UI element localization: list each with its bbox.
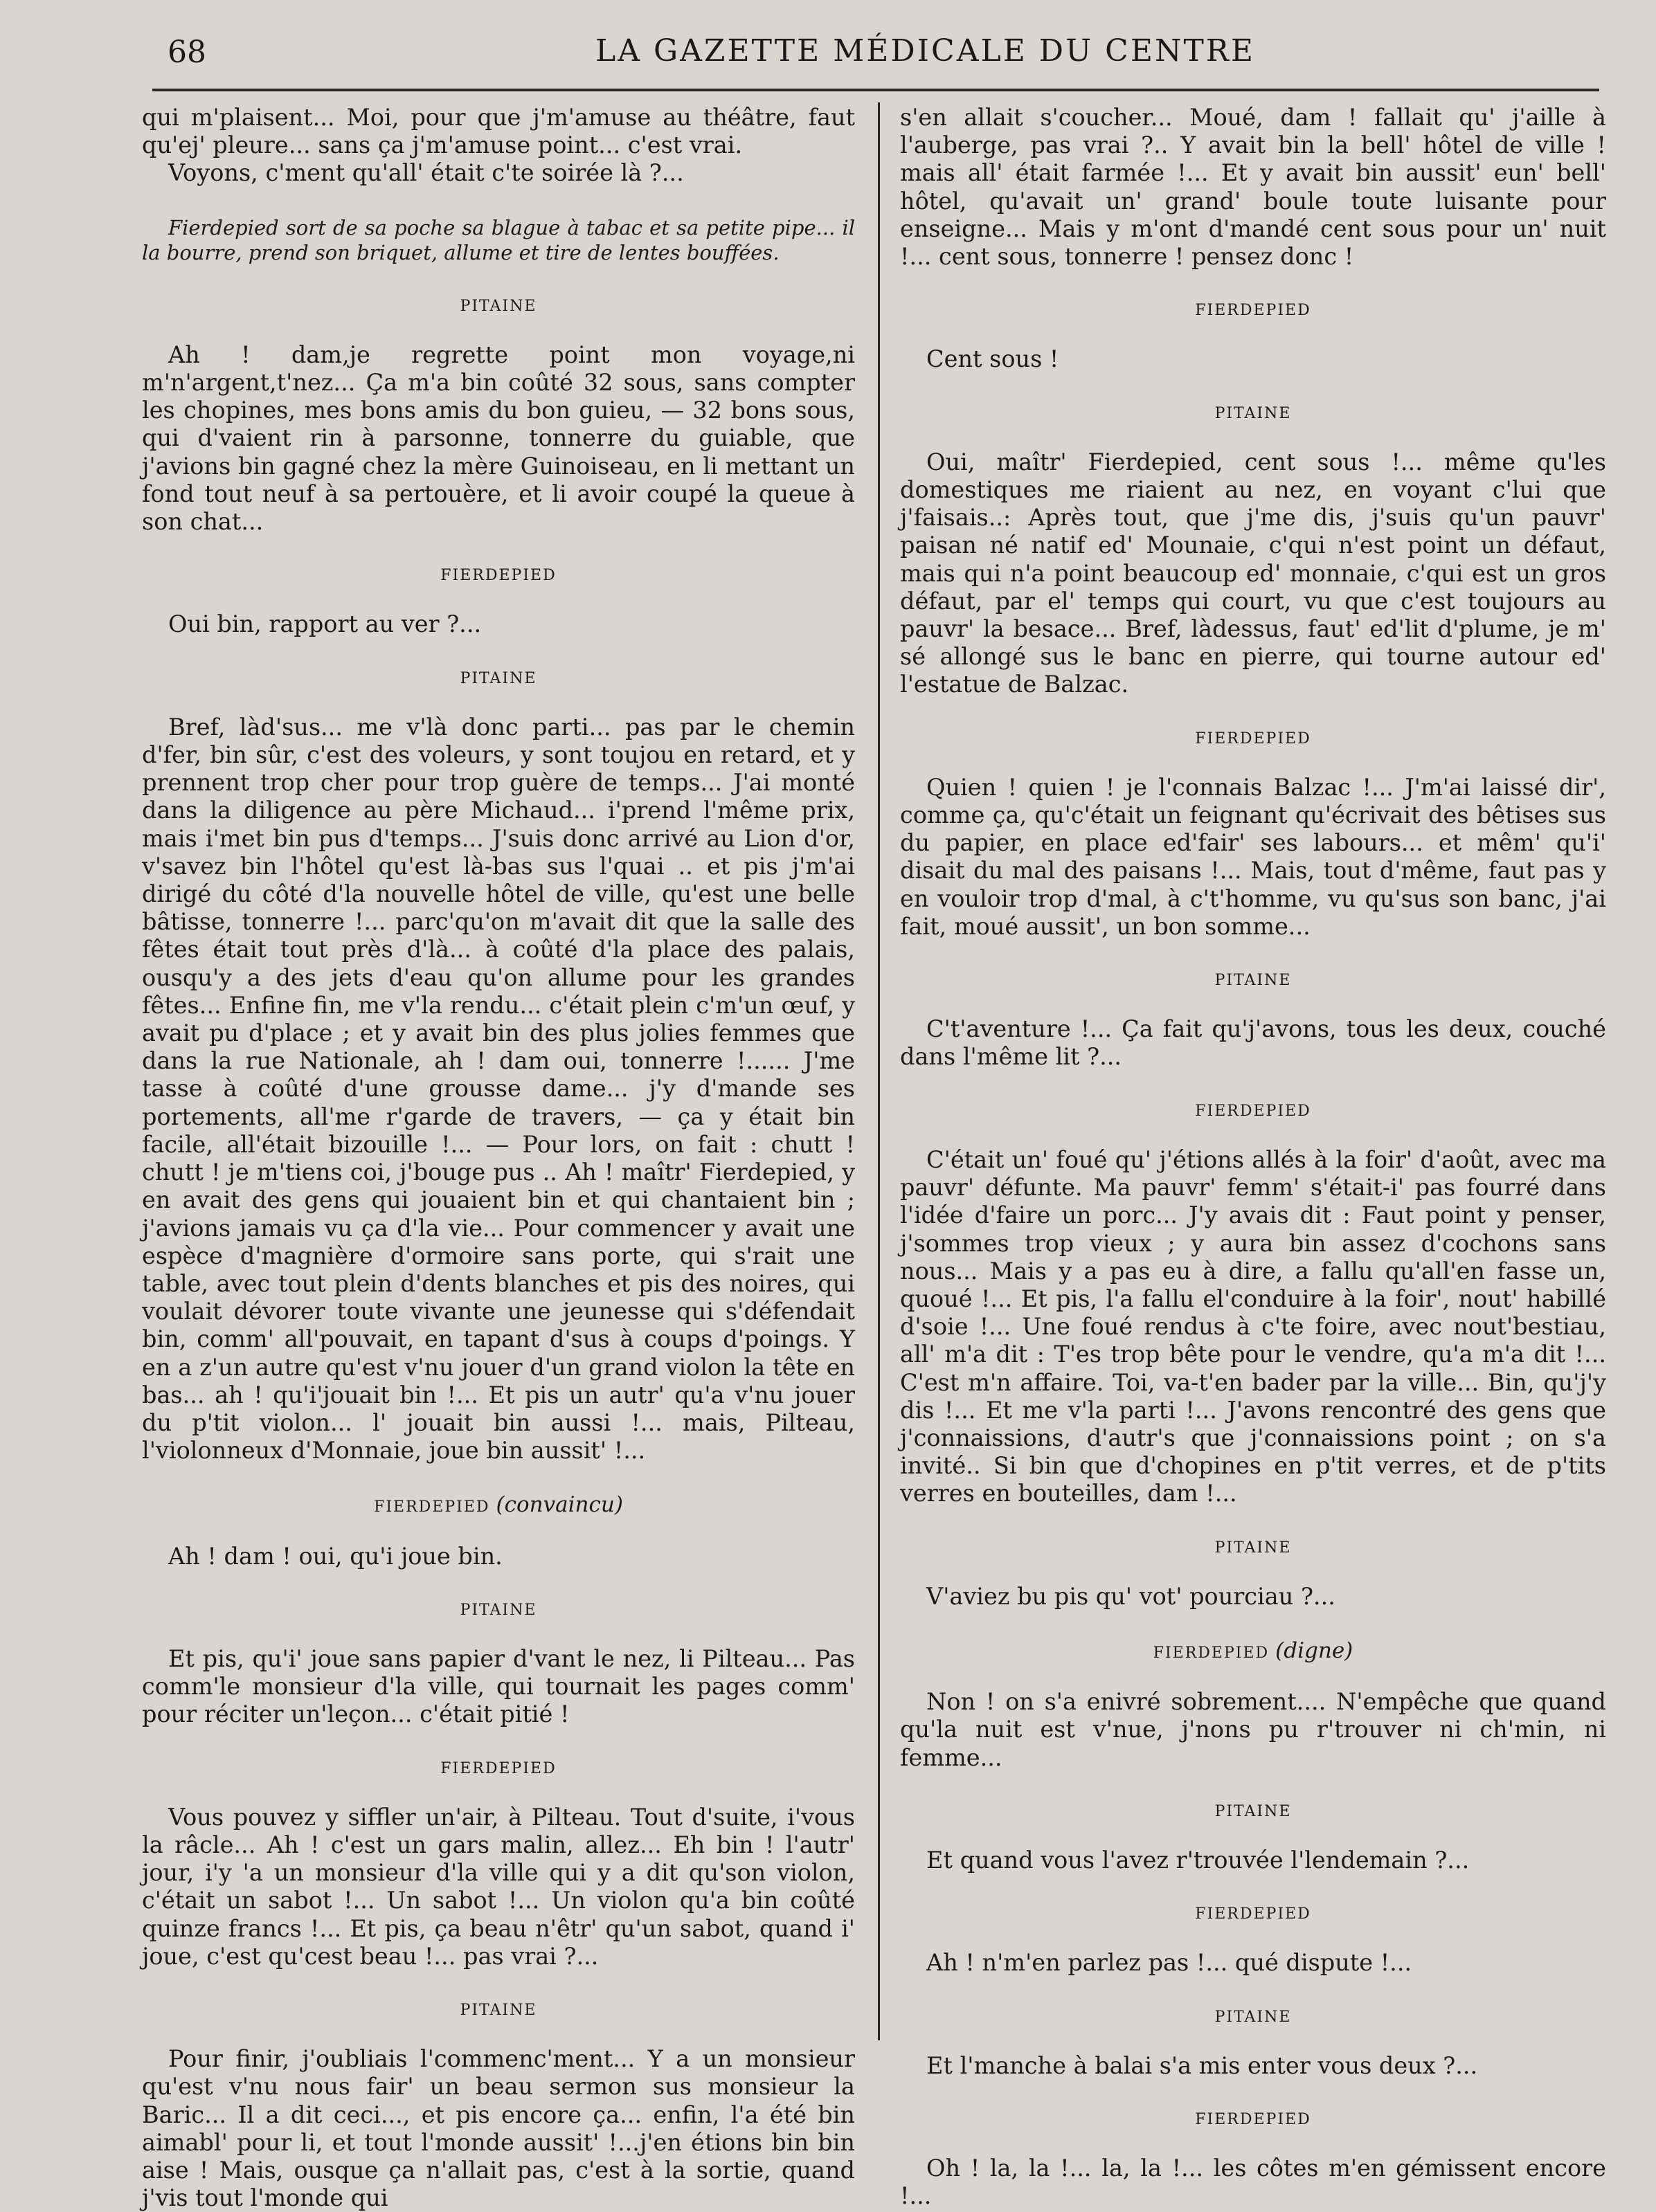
speaker-label: FIERDEPIED bbox=[1195, 1905, 1311, 1923]
speaker-note: (digne) bbox=[1275, 1638, 1353, 1663]
speaker-label: PITAINE bbox=[1214, 1802, 1292, 1820]
dialogue-paragraph: Ah ! dam,je regrette point mon voyage,ni m'n'argent,t'nez... Ça m'a bin coûté 32 sous, sans compter les chopines, mes bons amis du bon guieu, — 32 bons sous, qui d'vaient rin à parsonne, tonnerre du guiable, que j'avions bin gagné chez la mère Guinoiseau, en li mettant un fond tout neuf à sa pertouère, et li avoir coupé la queue à son chat... bbox=[142, 341, 855, 536]
speaker-label: FIERDEPIED bbox=[440, 1759, 557, 1777]
speaker-note: (convaincu) bbox=[496, 1492, 623, 1518]
speaker-label: FIERDEPIED bbox=[1195, 2110, 1311, 2128]
dialogue-paragraph: Et pis, qu'i' joue sans papier d'vant le nez, li Pilteau... Pas comm'le monsieur d'la ville, qui tournait les pages comm' pour réciter un'leçon... c'était pitié ! bbox=[142, 1644, 855, 1728]
speaker-label: PITAINE bbox=[460, 297, 537, 315]
speaker-name: FIERDEPIED bbox=[374, 1498, 490, 1516]
speaker-label: FIERDEPIED bbox=[1195, 1102, 1311, 1120]
speaker-label: FIERDEPIED bbox=[1195, 729, 1311, 747]
speaker-label: PITAINE bbox=[460, 1601, 537, 1619]
dialogue-paragraph: Oui bin, rapport au ver ?... bbox=[168, 610, 482, 638]
column-divider bbox=[878, 102, 880, 2040]
speaker-name: FIERDEPIED bbox=[1153, 1644, 1270, 1662]
dialogue-paragraph: Voyons, c'ment qu'all' était c'te soirée là ?... bbox=[168, 159, 684, 187]
speaker-label: PITAINE bbox=[1214, 1539, 1292, 1557]
dialogue-paragraph: s'en allait s'coucher... Moué, dam ! fallait qu' j'aille à l'auberge, pas vrai ?.. Y avait bin la bell' hôtel de ville ! mais all' était farmée !... Et y avait bin aussit' eun' bell' hôtel, qu'avait un' grand' boule toute luisante pour enseigne... Mais y m'ont d'mandé cent sous pour un' nuit !... cent sous, tonnerre ! pensez donc ! bbox=[900, 104, 1606, 271]
header-rule bbox=[152, 89, 1599, 91]
stage-direction: Fierdepied sort de sa poche sa blague à tabac et sa petite pipe... il la bourre, prend son briquet, allume et tire de lentes bouffées. bbox=[142, 215, 855, 264]
dialogue-paragraph: C'était un' foué qu' j'étions allés à la foir' d'août, avec ma pauvr' défunte. Ma pauvr' femm' s'était-i' pas fourré dans l'idée d'faire un porc... J'y avais dit : Faut point y penser, j'sommes trop vieux ; y aura bin assez d'cochons sans nous... Mais y a pas eu à dire, a fallu qu'all'en fasse un, quoué !... Et pis, l'a fallu el'conduire à la foir', nout' habillé d'soie !... Une foué rendus à c'te foire, avec nout'bestiau, all' m'a dit : T'es trop bête pour le vendre, qu'a m'a dit !... C'est m'n affaire. Toi, va-t'en bader par la ville... Bin, qu'j'y dis !... Et me v'la parti !... J'avons rencontré des gens que j'connaissions, d'autr's que j'connaissions point ; on s'a invité.. Si bin que d'chopines en p'tit verres, et de p'tits verres en bouteilles, dam !... bbox=[900, 1145, 1606, 1507]
speaker-label: FIERDEPIED bbox=[1195, 302, 1311, 320]
dialogue-paragraph: Quien ! quien ! je l'connais Balzac !... J'm'ai laissé dir', comme ça, qu'c'était un feignant qu'écrivait des bêtises sus du papier, en place ed'fair' ses labours... et mêm' qu'i' disait du mal des paisans !... Mais, tout d'même, faut pas y en vouloir trop d'mal, à c't'homme, vu qu'sus son banc, j'ai fait, moué aussit', un bon somme... bbox=[900, 773, 1606, 940]
dialogue-paragraph: Non ! on s'a enivré sobrement.... N'empêche que quand qu'la nuit est v'nue, j'nons pu r'trouver ni ch'min, ni femme... bbox=[900, 1688, 1606, 1771]
speaker-label bbox=[142, 1491, 855, 1521]
page-number: 68 bbox=[168, 35, 206, 70]
speaker-label: FIERDEPIED bbox=[440, 567, 557, 585]
speaker-label: PITAINE bbox=[1214, 972, 1292, 990]
dialogue-paragraph: Pour finir, j'oubliais l'commenc'ment... Y a un monsieur qu'est v'nu nous fair' un beau sermon sus monsieur la Baric... Il a dit ceci..., et pis encore ça... enfin, l'a été bin aimabl' pour li, et tout l'monde aussit' !...j'en étions bin bin aise ! Mais, ousque ça n'allait pas, c'est à la sortie, quand j'vis tout l'monde qui bbox=[142, 2045, 855, 2212]
running-head bbox=[152, 28, 1599, 76]
dialogue-paragraph: Bref, làd'sus... me v'là donc parti... pas par le chemin d'fer, bin sûr, c'est des voleurs, y sont toujou en retard, et y prennent trop cher pour trop guère de temps... J'ai monté dans la diligence au père Michaud... i'prend l'même prix, mais i'met bin pus d'temps... J'suis donc arrivé au Lion d'or, v'savez bin l'hôtel qu'est là-bas sus l'quai .. et pis j'm'ai dirigé du côté d'la nouvelle hôtel de ville, qu'est une belle bâtisse, tonnerre !... parc'qu'on m'avait dit que la salle des fêtes était tout près d'là... à coûté d'la place des palais, ousqu'y a des jets d'eau qu'on allume pour les grandes fêtes... Enfine fin, me v'la rendu... c'était plein c'm'un œuf, y avait pu d'place ; et y avait bin des plus jolies femmes que dans la rue Nationale, ah ! dam oui, tonnerre !...... J'me tasse à coûté d'une grousse dame... j'y d'mande ses portements, all'me r'garde de travers, — ça y était bin facile, all'était bizouille !... — Pour lors, on fait : chutt ! chutt ! je m'tiens coi, j'bouge pus .. Ah ! maîtr' Fierdepied, y en avait des gens qui jouaient bin et qui chantaient bin ; j'avions jamais vu ça d'la vie... Pour commencer y avait une espèce d'magnière d'ormoire sans porte, qui s'rait une table, avec tout plein d'dents blanches et pis des noires, qui voulait dévorer toute vivante une jeunesse qui s'défendait bin, comm' all'pouvait, en tapant d'sus à coups d'poings. Y en a z'un autre qu'est v'nu jouer d'un grand violon la tête en bas... ah ! qu'i'jouait bin !... Et pis un autr' qu'a v'nu jouer du p'tit violon... l' jouait bin aussi !... mais, Pilteau, l'violonneux d'Monnaie, joue bin aussit' !... bbox=[142, 713, 855, 1465]
speaker-label: PITAINE bbox=[460, 669, 537, 687]
speaker-label: PITAINE bbox=[1214, 2008, 1292, 2026]
dialogue-paragraph: Ah ! dam ! oui, qu'i joue bin. bbox=[168, 1542, 503, 1570]
left-column bbox=[142, 104, 855, 2212]
dialogue-paragraph: Vous pouvez y siffler un'air, à Pilteau. Tout d'suite, i'vous la râcle... Ah ! c'est un gars malin, allez... Eh bin ! l'autr' jour, i'y 'a un monsieur d'la ville qui y a dit qu'son violon, c'était un sabot !... Un sabot !... Un violon qu'a bin coûté quinze francs !... Et pis, ça beau n'êtr' qu'un sabot, quand i' joue, c'est qu'cest beau !... pas vrai ?... bbox=[142, 1803, 855, 1970]
dialogue-paragraph: Cent sous ! bbox=[926, 345, 1059, 373]
speaker-label bbox=[900, 1637, 1606, 1667]
right-column bbox=[900, 104, 1606, 2211]
speaker-label: PITAINE bbox=[460, 2001, 537, 2019]
dialogue-paragraph: Oui, maîtr' Fierdepied, cent sous !... même qu'les domestiques me riaient au nez, en voyant c'lui que j'faisais..: Après tout, que j'me dis, j'suis qu'un pauvr' paisan né natif ed' Mounaie, c'qui n'est point un défaut, mais qui n'a point beaucoup ed' monnaie, c'qui est un gros défaut, par el' temps qui court, vu que c'est toujours au pauvr' la besace... Bref, làdessus, faut' ed'lit d'plume, je m' sé allongé sus le banc en pierre, qui tourne autour ed' l'estatue de Balzac. bbox=[900, 448, 1606, 698]
dialogue-paragraph: C't'aventure !... Ça fait qu'j'avons, tous les deux, couché dans l'même lit ?... bbox=[900, 1015, 1606, 1071]
dialogue-paragraph: Ah ! n'm'en parlez pas !... qué dispute !... bbox=[926, 1949, 1412, 1977]
speaker-label: PITAINE bbox=[1214, 404, 1292, 422]
journal-title: LA GAZETTE MÉDICALE DU CENTRE bbox=[595, 33, 1256, 69]
dialogue-paragraph: qui m'plaisent... Moi, pour que j'm'amuse au théâtre, faut qu'ej' pleure... sans ça j'm'amuse point... c'est vrai. bbox=[142, 104, 855, 159]
dialogue-paragraph: V'aviez bu pis qu' vot' pourciau ?... bbox=[926, 1582, 1335, 1610]
dialogue-paragraph: Oh ! la, la !... la, la !... les côtes m'en gémissent encore !... bbox=[900, 2155, 1606, 2210]
dialogue-paragraph: Et quand vous l'avez r'trouvée l'lendemain ?... bbox=[926, 1846, 1470, 1874]
dialogue-paragraph: Et l'manche à balai s'a mis enter vous deux ?... bbox=[926, 2051, 1478, 2079]
